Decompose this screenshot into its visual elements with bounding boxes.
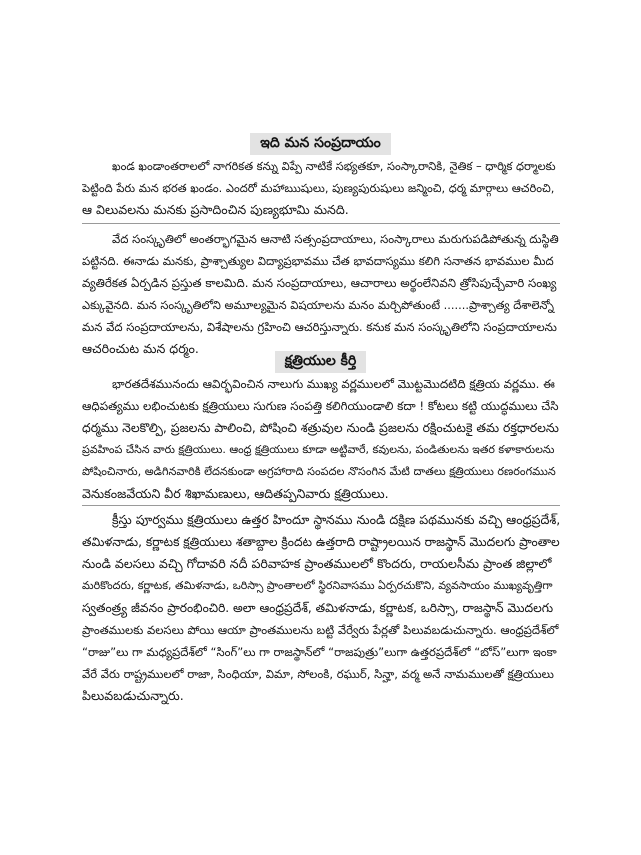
paragraph-divider <box>82 223 560 224</box>
text-line: పిలువబడుచున్నారు. <box>82 688 184 703</box>
text-line: పట్టినది. ఈనాడు మనకు, ప్రాశ్చాత్యుల విద్యాప్రభావము చేత భావదాస్యము కలిగి సనాతన భావముల మీద <box>82 254 554 268</box>
text-line: తమిళనాడు, కర్ణాటక క్షత్రియులు శతాబ్దాల క్రిందట ఉత్తరాది రాష్ట్రాలయిన రాజస్థాన్ మొదలగు ప్రాంతాల <box>82 535 560 549</box>
text-line: వేద సంస్కృతిలో అంతర్భాగమైన ఆనాటి సత్సంప్రదాయాలు, సంస్కారాలు మరుగుపడిపోతున్న దుస్థితి <box>112 232 559 246</box>
section-heading-wrap <box>0 132 641 155</box>
text-line: మన వేద సంప్రదాయాలను, విశేషాలను గ్రహించి ఆచరిస్తున్నారు. కనుక మన సంస్కృతిలోని సంప్రదాయాలను <box>82 320 557 334</box>
text-line: ప్రవహింప చేసిన వారు క్షత్రియులు. ఆంధ్ర క్షత్రియులు కూడా అట్టివారే, కవులను, పండితులను ఇతర కళాకారులను <box>82 443 555 456</box>
section-heading-tradition: ఇది మన సంప్రదాయం <box>250 133 390 155</box>
text-line: పెట్టింది పేరు మన భరత ఖండం. ఎందరో మహాఋషులు, పుణ్యపురుషులు జన్మించి, ధర్మ మార్గాలు ఆచరించి, <box>82 181 555 195</box>
text-line: ఆధిపత్యము లభించుటకు క్షత్రియులు సుగుణ సంపత్తి కలిగియుండాలి కదా ! కోటలు కట్టి యుద్ధములు చేసి <box>82 399 559 413</box>
text-line: ధర్మము నెలకొల్పి, ప్రజలను పాలించి, పోషించి శత్రువుల నుండి ప్రజలను రక్షించుటకై తమ రక్తధారలను <box>82 420 559 435</box>
text-line: వ్యతిరేకత ఏర్పడిన ప్రస్తుత కాలమిది. మన సంప్రదాయాలు, ఆచారాలు అర్థంలేనివని త్రోసిపుచ్చేవారి సంఖ్య <box>82 276 557 290</box>
section-heading-kshatriya-fame: క్షత్రియుల కీర్తి <box>275 351 367 373</box>
text-line: ఆచరించుట మన ధర్మం. <box>82 341 199 356</box>
text-line: క్రీస్తు పూర్వము క్షత్రియులు ఉత్తర హిందూ స్థానము నుండి దక్షిణ పథమునకు వచ్చి ఆంధ్రప్రదేశ్, <box>112 512 560 527</box>
text-line: భారతదేశమునందు ఆవిర్భవించిన నాలుగు ముఖ్య వర్ణములలో మొట్టమొదటిది క్షత్రియ వర్ణము. ఈ <box>112 377 555 391</box>
text-line: “రాజు”లు గా మధ్యప్రదేశ్‌లో “సింగ్”లు గా రాజస్థాన్‌లో “రాజపుత్రు”లుగా ఉత్తరప్రదేశ్‌లో “బోస్”లుగా ఇంకా <box>82 645 557 659</box>
text-line: మరికొందరు, కర్ణాటక, తమిళనాడు, ఒరిస్సా ప్రాంతాలలో స్థిరనివాసము ఏర్పరచుకొని, వ్యవసాయం ముఖ్యవృత్తిగా <box>82 579 553 592</box>
text-line: నుండి వలసలు వచ్చి గోదావరి నదీ పరివాహక ప్రాంతములలో కొందరు, రాయలసీమ ప్రాంత జిల్లాలో <box>82 556 552 571</box>
paragraph-divider <box>82 505 560 506</box>
paragraph-kshatriya-migration <box>82 509 560 707</box>
paragraph-tradition-decline <box>82 228 560 360</box>
text-line: పోషించినారు, అడిగినవారికి లేదనకుండా అగ్రహారాది సంపదల నొసంగిన మేటి దాతలు క్షత్రియులు రణరంగమున <box>82 465 556 478</box>
text-line: ప్రాంతములకు వలసలు పోయి ఆయా ప్రాంతములను బట్టి వేర్వేరు పేర్లతో పిలువబడుచున్నారు. ఆంధ్రప్రదేశ్‌లో <box>82 623 559 637</box>
section-heading-wrap <box>0 350 641 373</box>
paragraph-tradition-intro <box>82 155 560 221</box>
text-line: వెనుకంజవేయని వీర శిఖామణులు, ఆదితప్పనివారు క్షత్రియులు. <box>82 486 389 501</box>
text-line: ఆ విలువలను మనకు ప్రసాదించిన పుణ్యభూమి మనది. <box>82 202 349 217</box>
text-line: ఎక్కువైనది. మన సంస్కృతిలోని అమూల్యమైన విషయాలను మనం మర్చిపోతుంటే .......ప్రాశ్చాత్య దేశాలెన్నో <box>82 298 554 312</box>
text-line: ఖండ ఖండాంతరాలలో నాగరికత కన్ను విప్పే నాటికే సభ్యతకూ, సంస్కారానికి, నైతిక – ధార్మిక ధర్మాలకు <box>112 159 556 173</box>
paragraph-kshatriya-varna <box>82 373 560 505</box>
text-line: స్వతంత్ర్య జీవనం ప్రారంభించిరి. అలా ఆంధ్రప్రదేశ్, తమిళనాడు, కర్ణాటక, ఒరిస్సా, రాజస్థాన్ మొదలగు <box>82 601 554 615</box>
text-line: వేరే వేరు రాష్ట్రములలో రాజా, సింధియా, విమా, సోలంకి, రఘుర్, సిన్హా, వర్మ అనే నామములతో క్షత్రియులు <box>82 667 554 681</box>
